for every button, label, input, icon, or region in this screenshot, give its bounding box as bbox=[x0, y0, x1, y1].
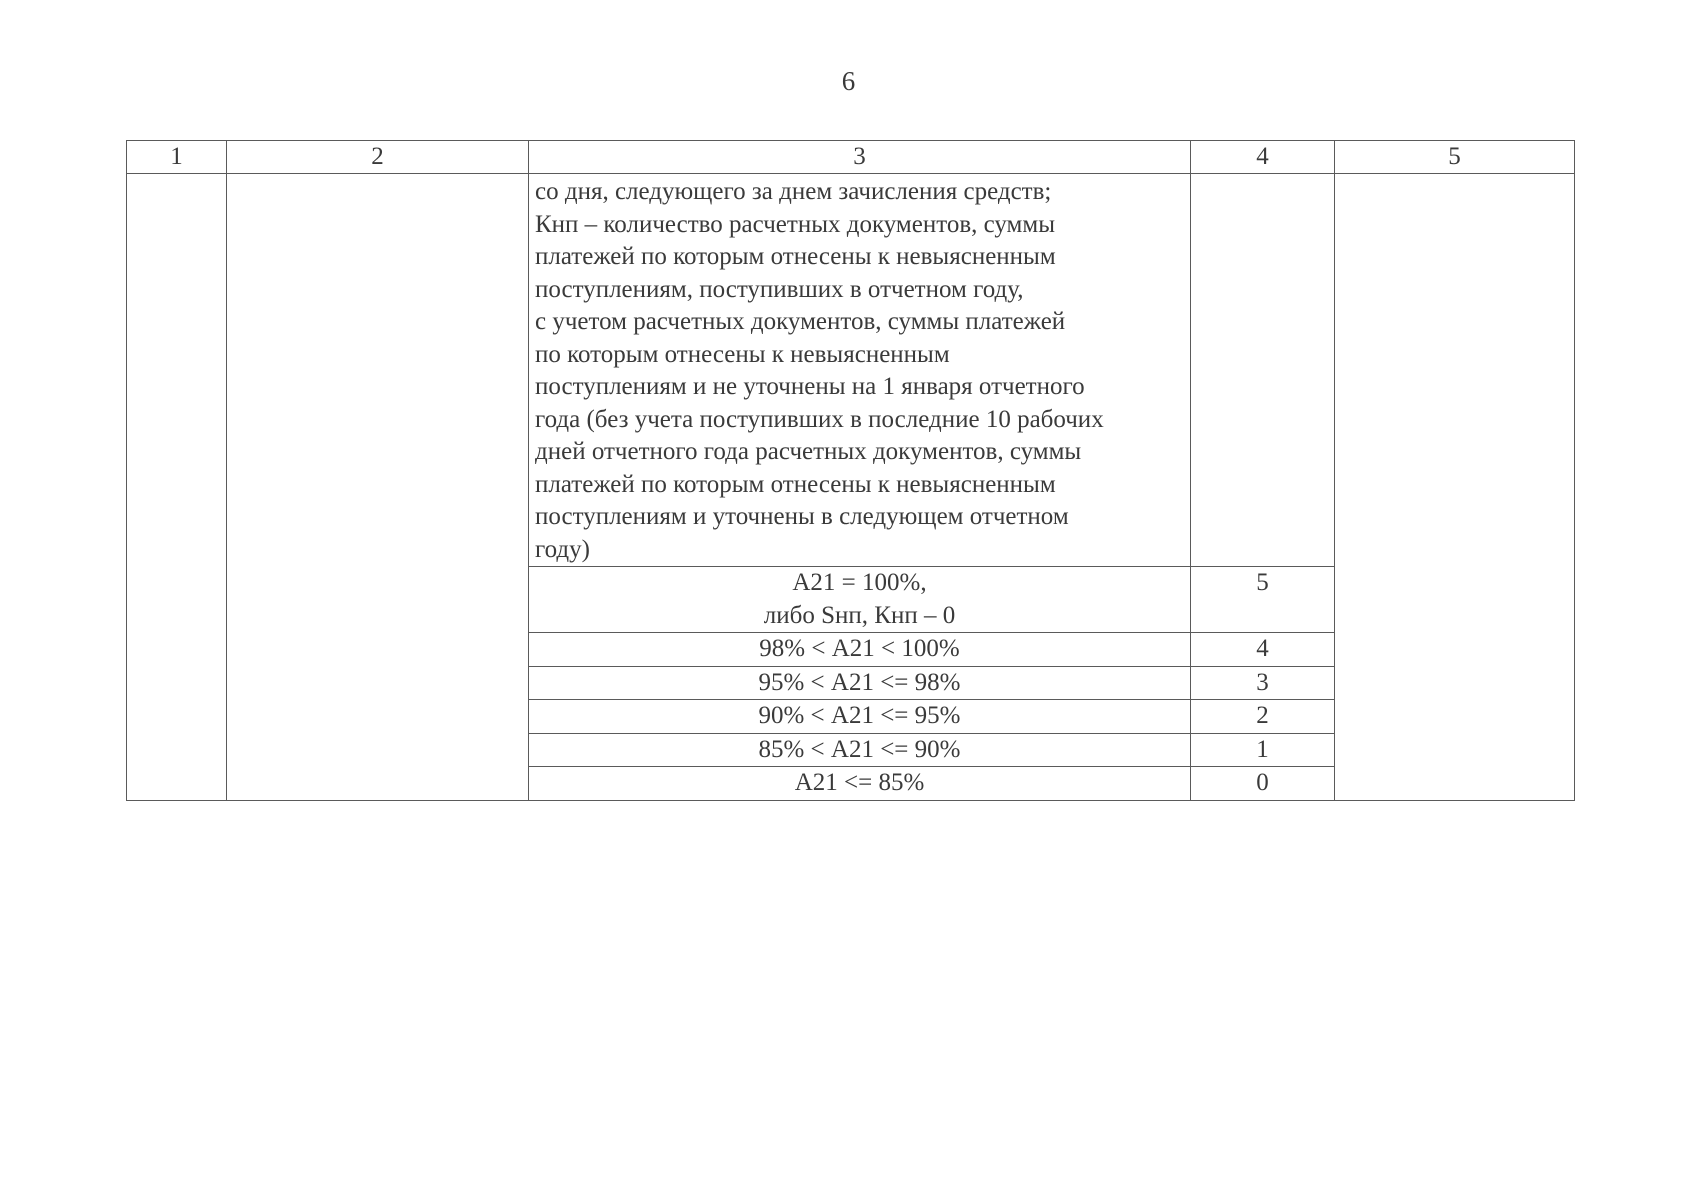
description-score-cell bbox=[1191, 174, 1335, 567]
description-line: Кнп – количество расчетных документов, суммы bbox=[535, 210, 1055, 238]
column-header-2: 2 bbox=[227, 141, 529, 174]
score-cell: 0 bbox=[1191, 767, 1335, 801]
description-line: платежей по которым отнесены к невыясненным bbox=[535, 470, 1056, 498]
column-header-3: 3 bbox=[529, 141, 1191, 174]
page-number: 6 bbox=[841, 66, 856, 96]
description-line: поступлениям и уточнены в следующем отчетном bbox=[535, 503, 1069, 530]
condition-cell bbox=[529, 666, 1191, 700]
description-line: по которым отнесены к невыясненным bbox=[535, 340, 950, 368]
condition-cell bbox=[529, 567, 1191, 633]
score-cell: 5 bbox=[1191, 567, 1335, 633]
column-2-cell bbox=[227, 174, 529, 801]
description-line: году) bbox=[535, 535, 590, 563]
column-header-1: 1 bbox=[127, 141, 227, 174]
description-cell bbox=[529, 174, 1191, 567]
description-line: со дня, следующего за днем зачисления средств; bbox=[535, 178, 1052, 205]
condition-line: либо Sнп, Кнп – 0 bbox=[763, 601, 956, 629]
column-1-cell bbox=[127, 174, 227, 801]
description-line: дней отчетного года расчетных документов, суммы bbox=[535, 438, 1082, 465]
condition-line: А21 = 100%, bbox=[792, 569, 927, 596]
criteria-table bbox=[126, 140, 1575, 801]
score-cell: 4 bbox=[1191, 633, 1335, 667]
condition-line: 98% < А21 < 100% bbox=[759, 635, 960, 662]
description-line: платежей по которым отнесены к невыясненным bbox=[535, 243, 1056, 270]
score-cell: 2 bbox=[1191, 700, 1335, 734]
score-cell: 1 bbox=[1191, 733, 1335, 767]
column-5-cell bbox=[1335, 174, 1575, 801]
description-line: года (без учета поступивших в последние 10 рабочих bbox=[535, 405, 1104, 433]
condition-cell bbox=[529, 633, 1191, 667]
column-header-4: 4 bbox=[1191, 141, 1335, 174]
condition-cell bbox=[529, 700, 1191, 734]
condition-cell bbox=[529, 733, 1191, 767]
header-row bbox=[127, 141, 1575, 174]
condition-line: 85% < А21 <= 90% bbox=[758, 735, 961, 763]
description-line: поступлениям и не уточнены на 1 января отчетного bbox=[535, 373, 1085, 400]
condition-line: А21 <= 85% bbox=[794, 769, 925, 796]
condition-line: 95% < А21 <= 98% bbox=[758, 668, 961, 696]
condition-line: 90% < А21 <= 95% bbox=[758, 702, 961, 729]
score-cell: 3 bbox=[1191, 666, 1335, 700]
column-header-5: 5 bbox=[1335, 141, 1575, 174]
condition-cell bbox=[529, 767, 1191, 801]
description-line: с учетом расчетных документов, суммы платежей bbox=[535, 308, 1066, 335]
description-row bbox=[127, 174, 1575, 567]
description-line: поступлениям, поступивших в отчетном году, bbox=[535, 275, 1024, 303]
